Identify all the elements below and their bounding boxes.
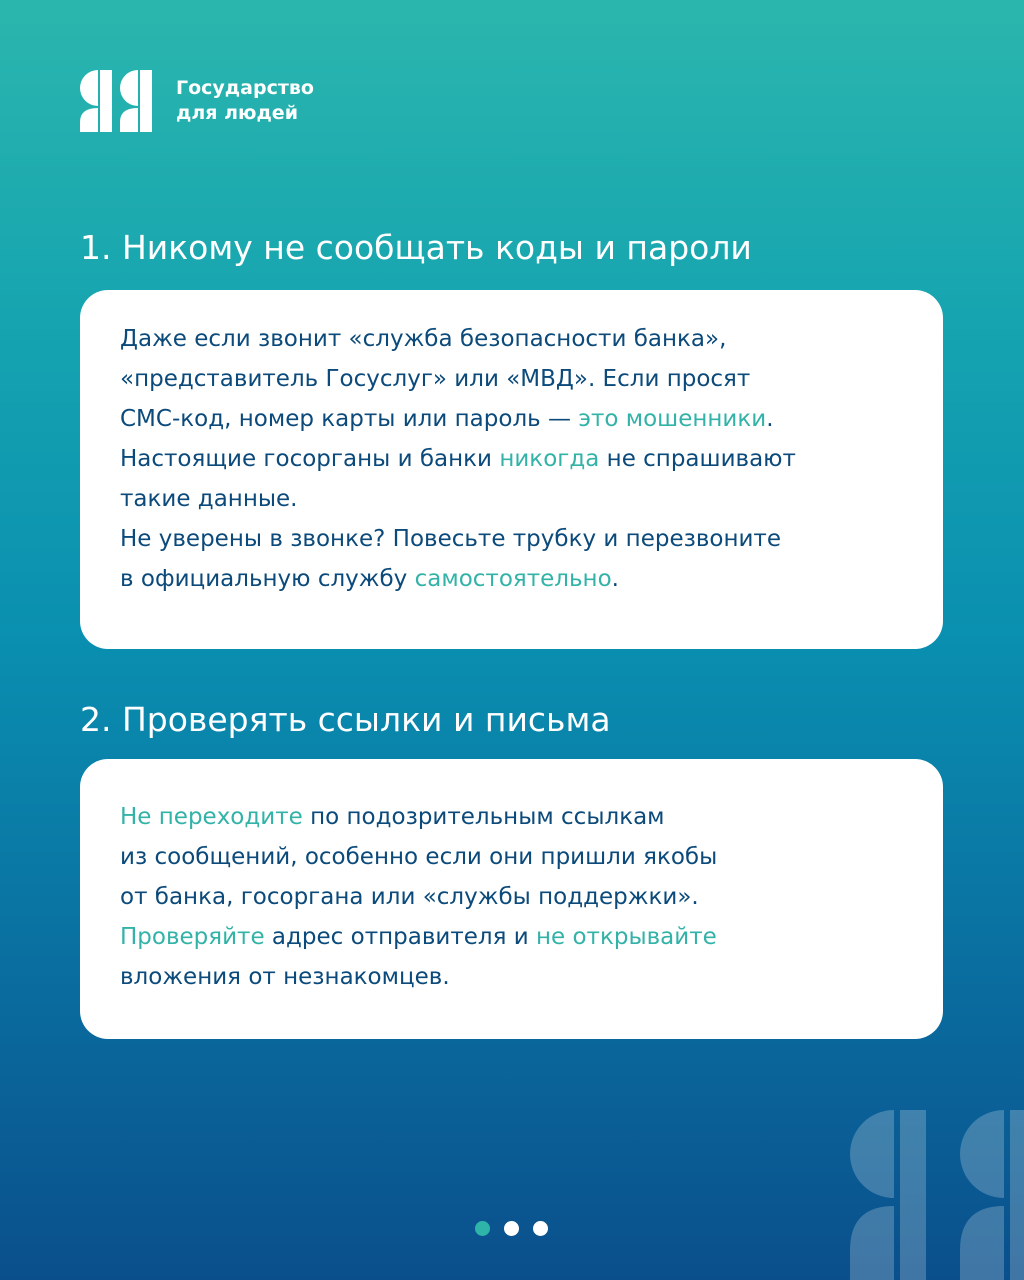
body-text: по подозрительным ссылкам из сообщений, особенно если они пришли якобы от банка, госоргана или «службы поддержки». — [120, 804, 718, 910]
card-text-links — [120, 797, 903, 997]
highlighted-text: самостоятельно — [414, 566, 612, 592]
info-card-links — [80, 759, 943, 1039]
body-text: адрес отправителя и — [264, 924, 536, 950]
pagination-dot-3[interactable] — [533, 1221, 548, 1236]
double-ya-logo-icon — [80, 70, 156, 132]
section-title-links: 2. Проверять ссылки и письма — [80, 700, 611, 739]
brand-name: Государство для людей — [176, 77, 314, 124]
body-text: вложения от незнакомцев. — [120, 964, 450, 990]
body-text: . — [611, 566, 619, 592]
decorative-logo-icon — [834, 1110, 1024, 1280]
body-text: не спрашивают такие данные. Не уверены в звонке? Повесьте трубку и перезвоните в официальную службу — [120, 446, 796, 592]
body-text: Даже если звонит «служба безопасности банка», «представитель Госуслуг» или «МВД». Если просят СМС-код, номер карты или пароль — — [120, 326, 751, 432]
body-text: . Настоящие госорганы и банки — [120, 406, 774, 472]
highlighted-text: это мошенники — [578, 406, 767, 432]
section-title-codes: 1. Никому не сообщать коды и пароли — [80, 228, 752, 267]
pagination-dot-1[interactable] — [475, 1221, 490, 1236]
pagination-dot-2[interactable] — [504, 1221, 519, 1236]
pagination-dots — [475, 1221, 548, 1236]
highlighted-text: не открывайте — [535, 924, 717, 950]
card-text-codes — [120, 319, 903, 599]
brand-logo — [80, 70, 314, 132]
highlighted-text: Проверяйте — [120, 924, 265, 950]
info-card-codes — [80, 290, 943, 649]
highlighted-text: никогда — [499, 446, 600, 472]
highlighted-text: Не переходите — [120, 804, 303, 830]
